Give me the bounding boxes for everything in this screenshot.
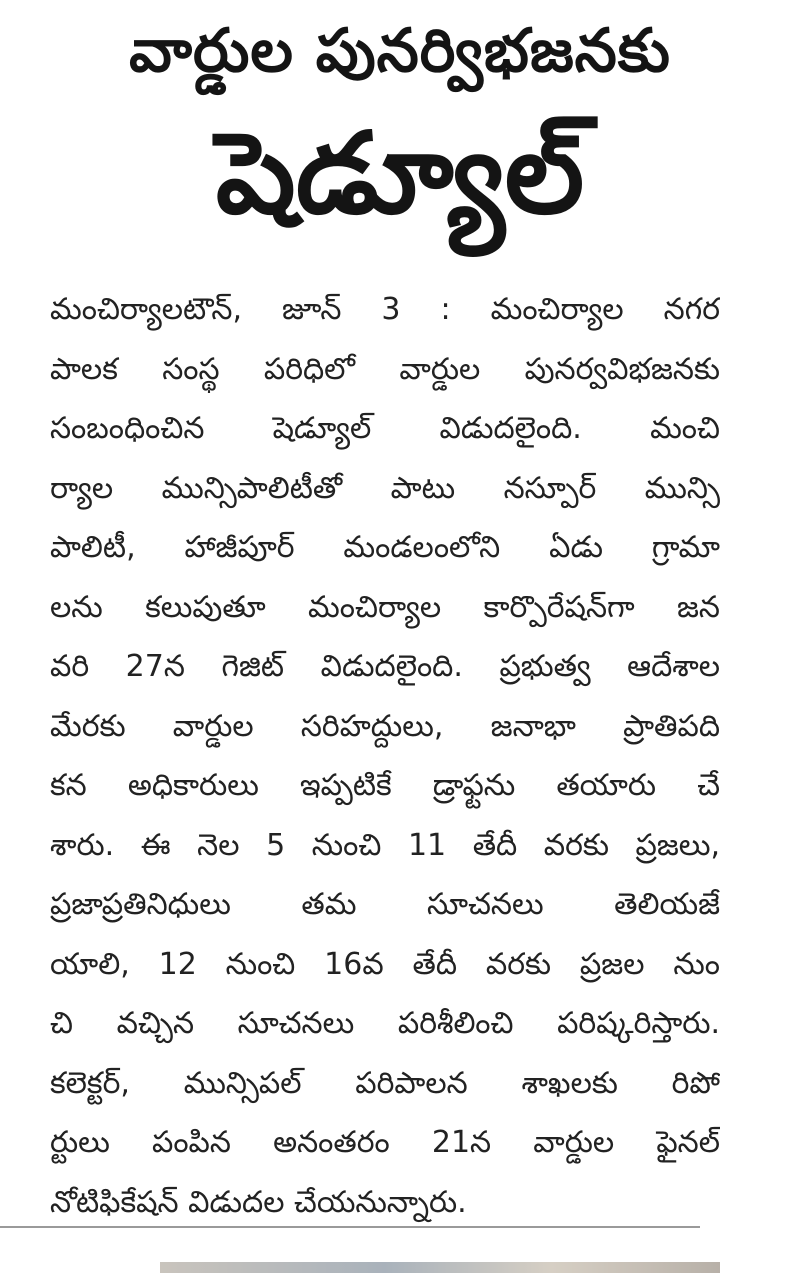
- body-line: నోటిఫికేషన్ విడుదల చేయనున్నారు.: [50, 1184, 467, 1220]
- article-body: [50, 280, 720, 1232]
- section-divider: [0, 1226, 700, 1228]
- headline-line-2: షెడ్యూల్: [215, 109, 585, 239]
- next-article-image-edge: [160, 1262, 720, 1273]
- body-line: కన అధికారులు ఇప్పటికే డ్రాఫ్టను తయారు చే: [50, 768, 720, 803]
- body-line: ర్యాల మున్సిపాలిటీతో పాటు నస్పూర్ మున్సి: [50, 470, 720, 506]
- body-line: మేరకు వార్డుల సరిహద్దులు, జనాభా ప్రాతిపది: [50, 708, 720, 744]
- body-line: ర్టులు పంపిన అనంతరం 21న వార్డుల ఫైనల్: [50, 1125, 720, 1160]
- body-line: శారు. ఈ నెల 5 నుంచి 11 తేదీ వరకు ప్రజలు,: [50, 827, 720, 863]
- body-line: చి వచ్చిన సూచనలు పరిశీలించి పరిష్కరిస్తారు.: [50, 1006, 720, 1041]
- body-line: ప్రజాప్రతినిధులు తమ సూచనలు తెలియజే: [50, 887, 720, 922]
- body-line: సంబంధించిన షెడ్యూల్ విడుదలైంది. మంచి: [50, 411, 720, 446]
- headline-line-1: వార్డుల పునర్విభజనకు: [129, 16, 671, 86]
- body-line: పాలక సంస్థ పరిధిలో వార్డుల పునర్వవిభజనకు: [50, 351, 720, 387]
- body-line: వరి 27న గెజిట్ విడుదలైంది. ప్రభుత్వ ఆదేశాల: [50, 649, 720, 684]
- body-line: మంచిర్యాలటౌన్, జూన్ 3 : మంచిర్యాల నగర: [50, 292, 720, 327]
- body-line: యాలి, 12 నుంచి 16వ తేదీ వరకు ప్రజల నుం: [50, 946, 720, 982]
- body-line: కలెక్టర్, మున్సిపల్ పరిపాలన శాఖలకు రిపో: [50, 1065, 720, 1101]
- body-line: లను కలుపుతూ మంచిర్యాల కార్పొరేషన్‌గా జన: [50, 589, 720, 625]
- body-line: పాలిటీ, హాజీపూర్ మండలంలోని ఏడు గ్రామా: [50, 530, 720, 565]
